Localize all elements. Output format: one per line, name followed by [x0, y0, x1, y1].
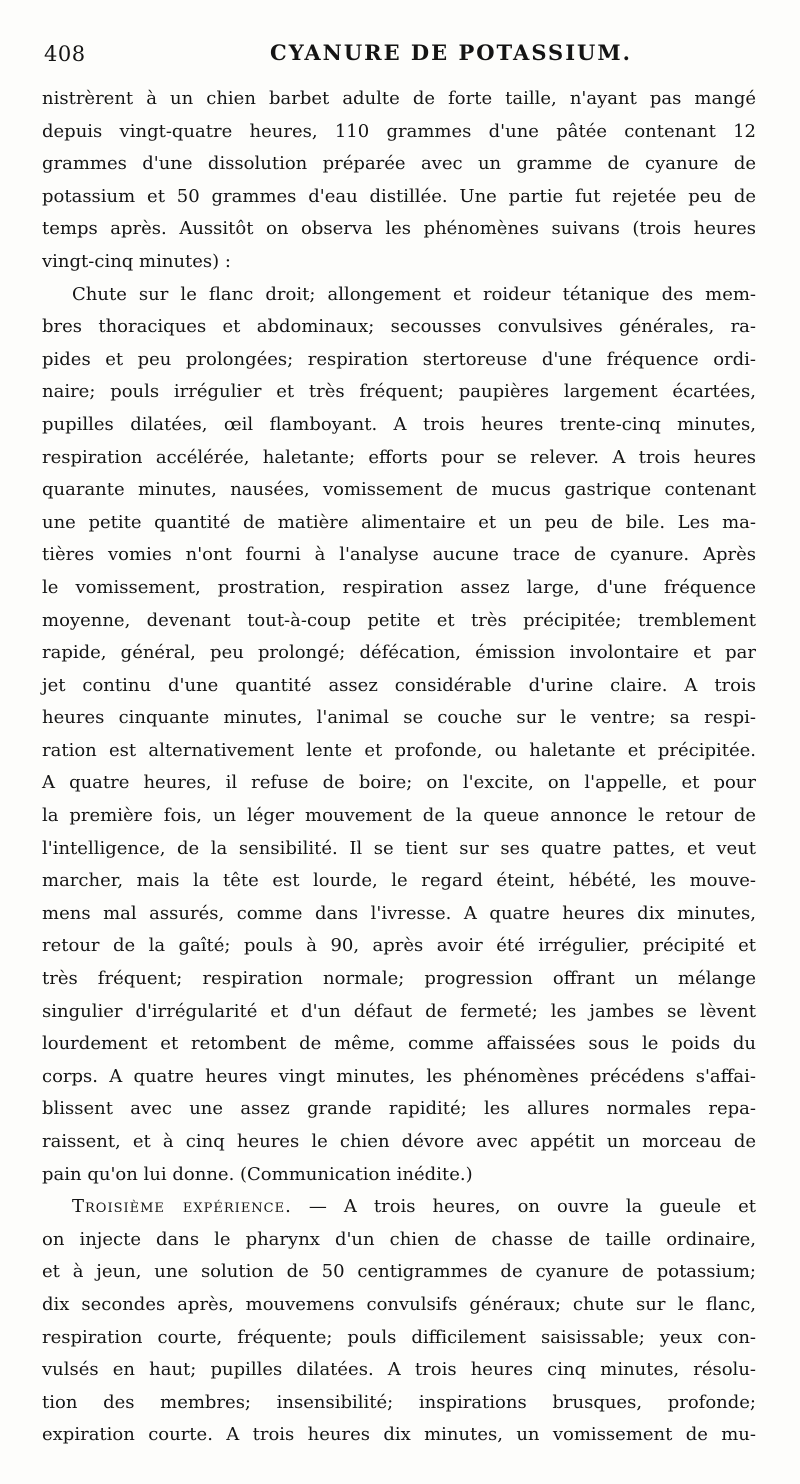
text-line: grammes d'une dissolution préparée avec un gramme de cyanure de — [42, 153, 756, 175]
text-line: jet continu d'une quantité assez considérable d'urine claire. A trois — [42, 674, 756, 696]
text-line: vulsés en haut; pupilles dilatées. A trois heures cinq minutes, résolu- — [42, 1359, 756, 1381]
text-line: pides et peu prolongées; respiration stertoreuse d'une fréquence ordi- — [42, 348, 756, 370]
text-line: respiration accélérée, haletante; efforts pour se relever. A trois heures — [42, 446, 756, 468]
text-line: quarante minutes, nausées, vomissement de mucus gastrique contenant — [42, 479, 756, 501]
text-line: tion des membres; insensibilité; inspirations brusques, profonde; — [42, 1391, 756, 1413]
text-line: depuis vingt-quatre heures, 110 grammes d'une pâtée contenant 12 — [42, 120, 756, 142]
text-line: respiration courte, fréquente; pouls difficilement saisissable; yeux con- — [42, 1326, 756, 1348]
text-line: naire; pouls irrégulier et très fréquent; paupières largement écartées, — [42, 381, 756, 403]
text-line: pain qu'on lui donne. (Communication inédite.) — [42, 1163, 473, 1185]
text-line: ration est alternativement lente et profonde, ou haletante et précipitée. — [42, 739, 756, 761]
text-line: corps. A quatre heures vingt minutes, les phénomènes précédens s'affai- — [42, 1065, 756, 1087]
page-number: 408 — [44, 42, 86, 66]
text-line: moyenne, devenant tout-à-coup petite et très précipitée; tremblement — [42, 609, 756, 631]
text-line: rapide, général, peu prolongé; défécation, émission involontaire et par — [42, 642, 756, 664]
text-line: singulier d'irrégularité et d'un défaut de fermeté; les jambes se lèvent — [42, 1000, 756, 1022]
text-line: heures cinquante minutes, l'animal se couche sur le ventre; sa respi- — [42, 707, 756, 729]
text-line: Chute sur le flanc droit; allongement et roideur tétanique des mem- — [72, 283, 756, 305]
text-line: dix secondes après, mouvemens convulsifs généraux; chute sur le flanc, — [42, 1293, 756, 1315]
text-line: marcher, mais la tête est lourde, le regard éteint, hébété, les mouve- — [42, 870, 756, 892]
text-line: on injecte dans le pharynx d'un chien de chasse de taille ordinaire, — [42, 1228, 756, 1250]
text-line: mens mal assurés, comme dans l'ivresse. A quatre heures dix minutes, — [42, 902, 756, 924]
text-line — [42, 1191, 756, 1224]
text-line-content: — A trois heures, on ouvre la gueule et — [291, 1196, 756, 1218]
text-line: vingt-cinq minutes) : — [42, 250, 231, 272]
body-text — [42, 83, 756, 1452]
text-line: tières vomies n'ont fourni à l'analyse aucune trace de cyanure. Après — [42, 544, 756, 566]
text-line: bres thoraciques et abdominaux; secousses convulsives générales, ra- — [42, 316, 756, 338]
text-line: une petite quantité de matière alimentaire et un peu de bile. Les ma- — [42, 511, 756, 533]
text-line: pupilles dilatées, œil flamboyant. A trois heures trente-cinq minutes, — [42, 413, 756, 435]
text-line: A quatre heures, il refuse de boire; on l'excite, on l'appelle, et pour — [42, 772, 756, 794]
text-line: retour de la gaîté; pouls à 90, après avoir été irrégulier, précipité et — [42, 935, 756, 957]
text-line: la première fois, un léger mouvement de la queue annonce le retour de — [42, 805, 756, 827]
text-line: très fréquent; respiration normale; progression offrant un mélange — [42, 968, 756, 990]
text-line: et à jeun, une solution de 50 centigrammes de cyanure de potassium; — [42, 1261, 756, 1283]
text-line: l'intelligence, de la sensibilité. Il se tient sur ses quatre pattes, et veut — [42, 837, 756, 859]
text-line: raissent, et à cinq heures le chien dévore avec appétit un morceau de — [42, 1131, 756, 1152]
text-line: expiration courte. A trois heures dix minutes, un vomissement de mu- — [42, 1424, 756, 1446]
text-line: lourdement et retombent de même, comme affaissées sous le poids du — [42, 1033, 756, 1055]
text-line: nistrèrent à un chien barbet adulte de forte taille, n'ayant pas mangé — [42, 88, 756, 109]
text-line: le vomissement, prostration, respiration assez large, d'une fréquence — [42, 576, 756, 598]
section-heading: Troisième expérience. — [72, 1196, 292, 1218]
text-line: temps après. Aussitôt on observa les phénomènes suivans (trois heures — [42, 218, 756, 240]
page-header — [40, 36, 770, 76]
text-line: blissent avec une assez grande rapidité; les allures normales repa- — [42, 1098, 756, 1120]
running-title: CYANURE DE POTASSIUM. — [270, 40, 632, 65]
text-line: potassium et 50 grammes d'eau distillée. Une partie fut rejetée peu de — [42, 185, 756, 207]
